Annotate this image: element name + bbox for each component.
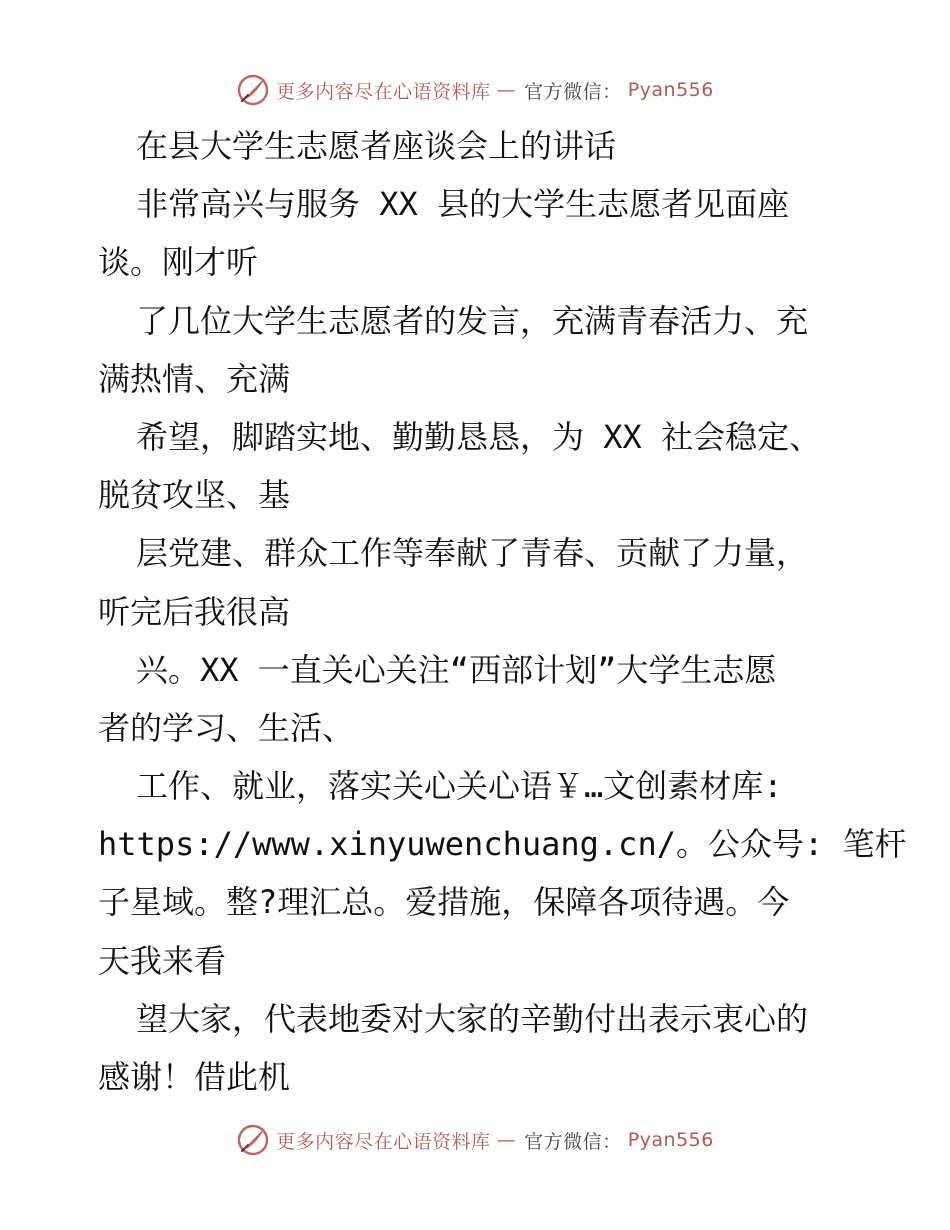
text-line: 满热情、充满: [98, 359, 291, 398]
watermark-wechat-id: Pyan556: [627, 79, 714, 101]
watermark-wechat-id: Pyan556: [627, 1129, 714, 1151]
text-line: 兴。XX 一直关心关注“西部计划”大学生志愿: [136, 650, 777, 689]
text-line: 希望，脚踏实地、勤勤恳恳，为 XX 社会稳定、: [136, 417, 822, 456]
text-line: 感谢！借此机: [98, 1058, 291, 1096]
text-line: 望大家，代表地委对大家的辛勤付出表示衷心的: [136, 999, 809, 1038]
text-line: 子星域。整?理汇总。爱措施，保障各项待遇。今: [98, 883, 790, 922]
text-line: 非常高兴与服务 XX 县的大学生志愿者见面座: [136, 185, 790, 224]
watermark-main-text: 更多内容尽在心语资料库: [276, 80, 491, 103]
text-line: 谈。刚才听: [98, 243, 259, 282]
text-line: 听完后我很高: [98, 592, 291, 631]
text-line: 天我来看: [98, 941, 227, 980]
footer-watermark: [0, 1120, 950, 1160]
watermark-main-text: 更多内容尽在心语资料库: [276, 1130, 491, 1153]
text-line-url: https://www.xinyuwenchuang.cn/。公众号: 笔杆: [98, 825, 907, 864]
watermark-wechat-label: 官方微信：: [524, 1130, 622, 1153]
text-line: 者的学习、生活、: [98, 708, 355, 747]
text-line: 了几位大学生志愿者的发言，充满青春活力、充: [136, 301, 809, 340]
text-line: 工作、就业，落实关心关心语￥…文创素材库:: [136, 767, 783, 806]
text-line: 层党建、群众工作等奉献了青春、贡献了力量，: [136, 534, 809, 573]
watermark-separator: —: [496, 79, 517, 101]
watermark-wechat-label: 官方微信：: [524, 80, 622, 103]
document-title: 在县大学生志愿者座谈会上的讲话: [136, 127, 617, 165]
feather-quill-logo-icon: [236, 1123, 270, 1157]
header-watermark: [0, 70, 950, 110]
feather-quill-logo-icon: [236, 73, 270, 107]
text-line: 脱贫攻坚、基: [98, 476, 291, 515]
document-body: [98, 117, 907, 1106]
watermark-separator: —: [496, 1129, 517, 1151]
